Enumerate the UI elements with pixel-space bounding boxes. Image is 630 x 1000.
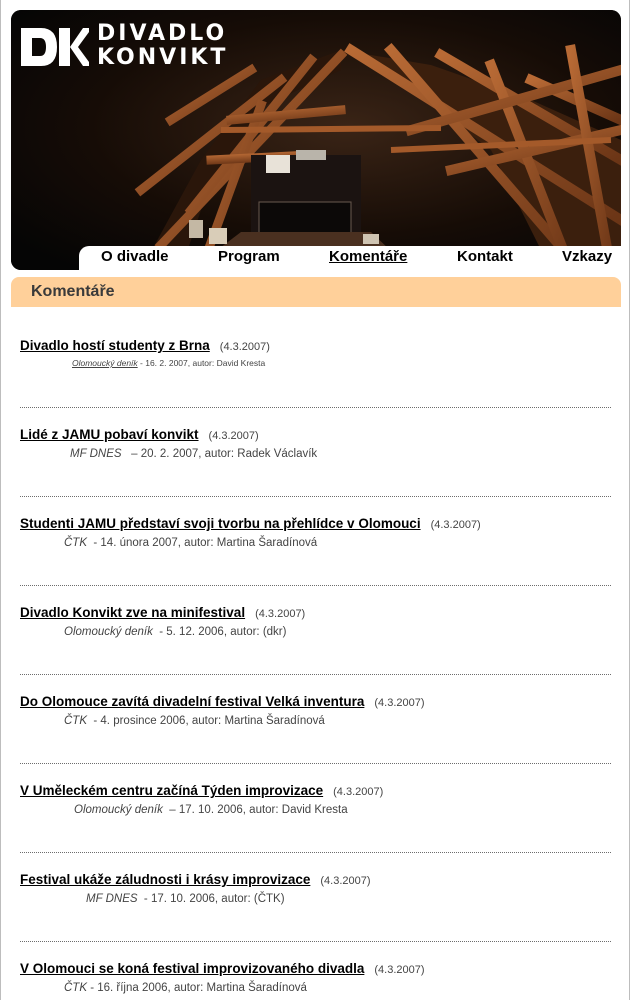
article-source: Olomoucký deník [74, 804, 163, 816]
article-divider [20, 407, 611, 408]
article-meta-text: - 14. února 2007, autor: Martina Šaradínová [87, 537, 318, 549]
article-title-row [20, 604, 612, 622]
article-meta-text: - 16. 2. 2007, autor: David Kresta [137, 358, 266, 368]
article-source: Olomoucký deník [72, 358, 138, 368]
article-meta [20, 448, 612, 460]
article-date: (4.3.2007) [374, 697, 425, 709]
article-title-link[interactable]: V Uměleckém centru začíná Týden improvizace [20, 783, 324, 798]
nav-vzkazy[interactable]: Vzkazy [562, 248, 613, 265]
article-item [20, 693, 612, 782]
article-divider [20, 585, 611, 586]
article-divider [20, 941, 611, 942]
logo-line-2: KONVIKT [97, 45, 229, 70]
section-header [11, 277, 621, 307]
article-date: (4.3.2007) [374, 964, 425, 976]
nav-o-divadle[interactable]: O divadle [101, 248, 169, 265]
dk-logo-mark [21, 22, 89, 72]
article-title-row [20, 515, 612, 533]
article-item [20, 604, 612, 693]
article-title-link[interactable]: Studenti JAMU představí svoji tvorbu na přehlídce v Olomouci [20, 516, 421, 531]
article-title-link[interactable]: V Olomouci se koná festival improvizovaného divadla [20, 961, 365, 976]
article-title-link[interactable]: Divadlo Konvikt zve na minifestival [20, 605, 246, 620]
nav-program[interactable]: Program [218, 248, 280, 265]
article-source: MF DNES [70, 448, 122, 460]
article-meta [20, 804, 612, 816]
nav-kontakt[interactable]: Kontakt [457, 248, 513, 265]
article-date: (4.3.2007) [333, 786, 384, 798]
nav-komentare[interactable]: Komentáře [329, 248, 408, 265]
article-meta [20, 982, 612, 994]
article-meta-text: – 17. 10. 2006, autor: David Kresta [162, 804, 348, 816]
article-date: (4.3.2007) [255, 608, 306, 620]
logo[interactable] [21, 22, 228, 72]
header [11, 10, 621, 270]
logo-line-1: DIVADLO [97, 21, 228, 46]
article-source: MF DNES [86, 893, 138, 905]
article-item [20, 871, 612, 960]
article-source: Olomoucký deník [64, 626, 153, 638]
article-meta-text: - 5. 12. 2006, autor: (dkr) [152, 626, 287, 638]
logo-text [97, 22, 228, 70]
article-item [20, 782, 612, 871]
main-navigation [71, 246, 623, 270]
article-date: (4.3.2007) [219, 341, 270, 353]
article-meta-text: - 16. října 2006, autor: Martina Šaradínová [87, 982, 307, 994]
article-date: (4.3.2007) [430, 519, 481, 531]
article-source: ČTK [64, 537, 87, 549]
article-item [20, 426, 612, 515]
article-title-row [20, 960, 612, 978]
article-title-link[interactable]: Festival ukáže záludnosti i krásy improvizace [20, 872, 311, 887]
article-item [20, 515, 612, 604]
article-meta [20, 537, 612, 549]
article-title-row [20, 426, 612, 444]
article-item [20, 960, 612, 1000]
article-date: (4.3.2007) [320, 875, 371, 887]
article-divider [20, 763, 611, 764]
section-title: Komentáře [31, 283, 115, 300]
article-divider [20, 496, 611, 497]
article-meta [20, 893, 612, 905]
article-meta-text: - 4. prosince 2006, autor: Martina Šaradínová [87, 715, 325, 727]
article-title-row [20, 871, 612, 889]
article-source: ČTK [64, 715, 87, 727]
article-title-row [20, 337, 612, 355]
article-meta-text: - 17. 10. 2006, autor: (ČTK) [137, 893, 285, 905]
article-title-link[interactable]: Do Olomouce zavítá divadelní festival Velká inventura [20, 694, 365, 709]
article-title-link[interactable]: Divadlo hostí studenty z Brna [20, 338, 210, 353]
article-title-row [20, 782, 612, 800]
article-date: (4.3.2007) [208, 430, 259, 442]
article-meta-text: – 20. 2. 2007, autor: Radek Václavík [121, 448, 318, 460]
article-divider [20, 852, 611, 853]
article-meta [20, 358, 612, 368]
article-meta [20, 626, 612, 638]
article-title-link[interactable]: Lidé z JAMU pobaví konvikt [20, 427, 199, 442]
article-item [20, 337, 612, 426]
article-title-row [20, 693, 612, 711]
article-divider [20, 674, 611, 675]
article-source: ČTK [64, 982, 87, 994]
article-list [20, 337, 612, 1000]
article-meta [20, 715, 612, 727]
